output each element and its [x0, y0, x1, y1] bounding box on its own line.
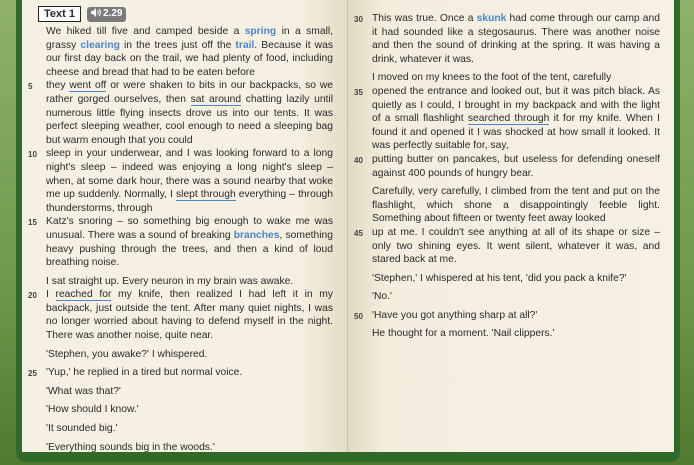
audio-track-number: 2.29 — [102, 8, 123, 19]
text-run: had come through our camp and it had sounded like a stegosaurus. There was another noise and then the sound of drinking at the spring. It was having a drink, whatever it was. — [372, 13, 660, 65]
dialogue-line: 'It sounded big.' — [46, 423, 118, 435]
dialogue-line-wrapper — [354, 309, 660, 323]
keyword-spring[interactable]: spring — [244, 26, 277, 37]
keyword-skunk[interactable]: skunk — [476, 13, 507, 24]
text-run: chatting lazily until numerous little flying insects drove us into our tents. It was perfect sleeping weather, cool enough to need a sleeping bag but warm enough that you could — [46, 93, 333, 146]
text-run: in the trees just off the — [119, 39, 236, 51]
keyword-clearing[interactable]: clearing — [80, 39, 120, 51]
audio-track-button[interactable] — [87, 7, 126, 22]
dialogue-line: 'What was that?' — [46, 385, 121, 397]
text-run: in a small, grassy — [46, 26, 333, 51]
text-run: my knife, then realized I had left it in my backpack, just outside the tent. After many quiet nights, I was no longer worried about having to defend myself in the night. There was another noise, quite near. — [46, 289, 333, 342]
text-run: opened the entrance and looked out, but it was pitch black. As quietly as I could, I brought in my backpack and with the light of a small flashlight — [372, 85, 660, 125]
line-number-25: 25 — [28, 369, 37, 379]
keyword-trail[interactable]: trail — [235, 39, 255, 51]
line-number-15: 15 — [28, 218, 37, 228]
paragraph-3 — [354, 12, 660, 66]
text-run: I — [46, 289, 56, 301]
text-run: sleep in your underwear, and I was looking forward to a long night's sleep – indeed was enjoying a long night's sleep – when, at some dark hour, there was a sound nearby that woke me up suddenly. Normally, I — [46, 148, 333, 201]
text-run: it for my knife. When I found it and opened it I was shocked at how small it looked. It was perfectly suitable for, say, — [372, 113, 660, 152]
phrase-searched-through[interactable]: searched through — [467, 113, 550, 125]
text-run: up at me. I couldn't see anything at all of its shape or size – only two shining eyes. It went silent, whatever it was, and stared back at me. — [372, 226, 660, 266]
text-run: putting butter on pancakes, but useless for defending oneself against 400 pounds of hungry bear. — [372, 153, 660, 179]
dialogue-line: 'How should I know.' — [46, 404, 139, 416]
dialogue-line: 'Yup,' he replied in a tired but normal voice. — [46, 367, 243, 379]
phrase-reached-for[interactable]: reached for — [55, 289, 112, 301]
dialogue-line: 'No.' — [372, 291, 392, 303]
text-run: , something heavy pushing through the trees, and then a kind of loud breathing noise. — [46, 229, 333, 269]
line-number-20: 20 — [28, 291, 37, 301]
line-number-10: 10 — [28, 150, 37, 160]
line-number-5: 5 — [28, 82, 33, 92]
dialogue-line: 'Stephen, you awake?' I whispered. — [46, 348, 208, 360]
keyword-branches[interactable]: branches — [233, 229, 280, 241]
speaker-icon — [91, 8, 101, 21]
line-number-35: 35 — [354, 87, 363, 97]
line-number-50: 50 — [354, 311, 363, 321]
book — [16, 0, 680, 462]
dialogue-line: 'Everything sounds big in the woods.' — [46, 441, 215, 452]
text-run: This was true. Once a — [372, 13, 477, 24]
text-run: Katz's snoring – so something big enough to wake me was unusual. There was a sound of breaking — [46, 216, 333, 241]
paragraph-1 — [28, 25, 334, 270]
dialogue-line: 'Have you got anything sharp at all?' — [372, 309, 538, 321]
text-run: or were shaken to bits in our backpacks, so we rather gorged ourselves, then — [46, 80, 334, 105]
text-label: Text 1 — [38, 6, 81, 22]
dialogue-line: 'Stephen,' I whispered at his tent, 'did you pack a knife?' — [372, 272, 627, 284]
text-run: We hiked till five and camped beside a — [46, 26, 245, 37]
text-run: I moved on my knees to the foot of the tent, carefully — [372, 72, 612, 84]
phrase-went-off[interactable]: went off — [69, 80, 107, 92]
dialogue-line-wrapper — [28, 366, 333, 380]
dialogue-line: He thought for a moment. 'Nail clippers.' — [372, 328, 555, 340]
line-number-40: 40 — [354, 155, 363, 165]
phrase-sat-around[interactable]: sat around — [190, 93, 242, 105]
line-number-45: 45 — [354, 228, 363, 238]
text-run: they — [46, 80, 70, 92]
paragraph-4 — [354, 71, 660, 180]
paragraph-5 — [354, 185, 660, 267]
text-header — [38, 6, 333, 22]
paragraph-2 — [28, 275, 333, 343]
text-run: Carefully, very carefully, I climbed from the tent and put on the flashlight, which shone a disappointingly feeble light. Something about fifteen or twenty feet away looked — [372, 186, 660, 225]
text-run: I sat straight up. Every neuron in my brain was awake. — [46, 275, 294, 287]
text-run: everything – through thunderstorms, through — [46, 189, 333, 214]
right-page — [348, 0, 674, 452]
left-page — [22, 0, 348, 452]
text-run: . Because it was our first day back on the trail, we had plenty of food, including cheese and bread that had to be eaten before — [46, 39, 333, 78]
phrase-slept-through[interactable]: slept through — [175, 189, 236, 201]
line-number-30: 30 — [354, 15, 363, 24]
